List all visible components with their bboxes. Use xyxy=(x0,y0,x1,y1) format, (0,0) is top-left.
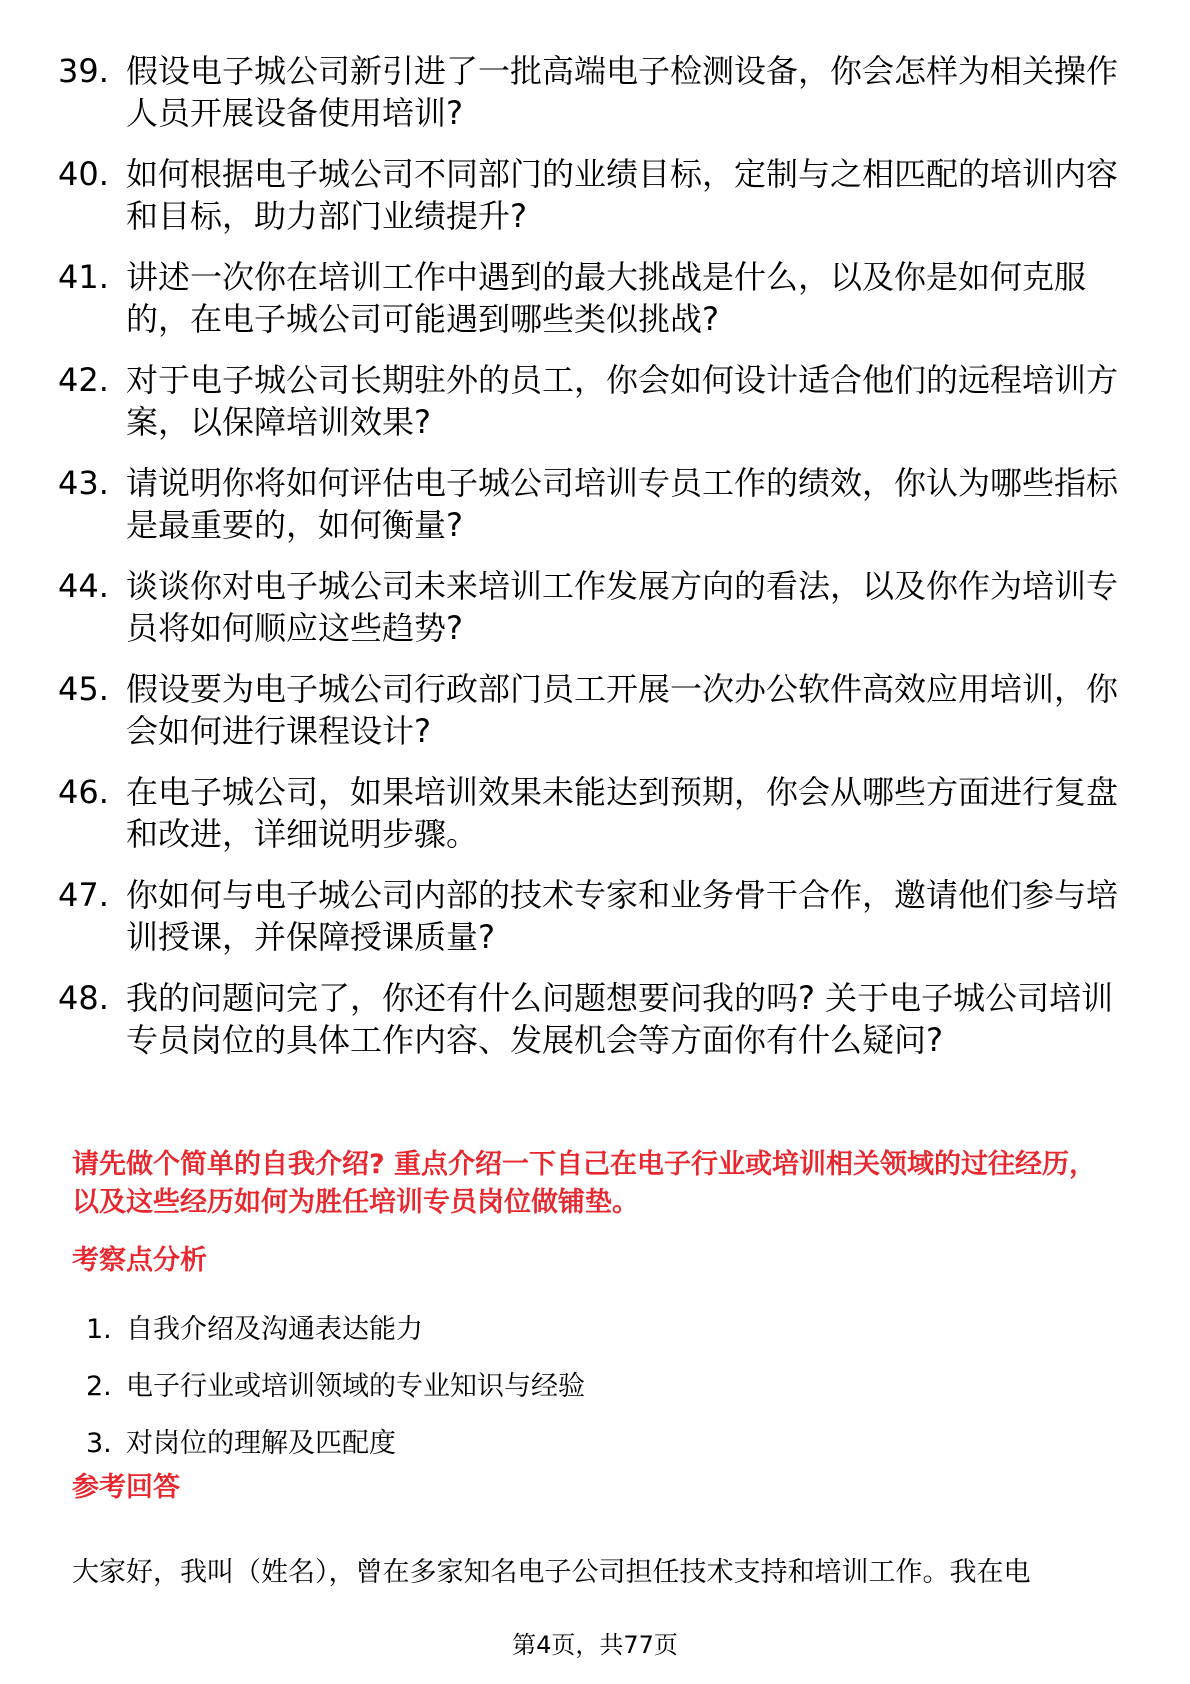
question-number: 40. xyxy=(58,155,109,193)
analysis-points xyxy=(86,1312,986,1483)
question-number: 41. xyxy=(58,258,109,296)
question-item xyxy=(58,153,1118,237)
point-number: 2. xyxy=(86,1371,112,1402)
page-number: 第4页，共77页 xyxy=(512,1631,678,1659)
point-number: 1. xyxy=(86,1314,112,1345)
analysis-point xyxy=(86,1426,986,1462)
reference-answer: 大家好，我叫（姓名），曾在多家知名电子公司担任技术支持和培训工作。我在电 xyxy=(72,1557,1031,1588)
analysis-title: 考察点分析 xyxy=(72,1245,207,1276)
question-text: 对于电子城公司长期驻外的员工，你会如何设计适合他们的远程培训方案，以保障培训效果? xyxy=(126,361,1119,441)
question-item xyxy=(58,50,1118,134)
question-number: 39. xyxy=(58,52,109,90)
question-item xyxy=(58,565,1118,649)
question-number: 44. xyxy=(58,567,109,605)
question-text: 请说明你将如何评估电子城公司培训专员工作的绩效，你认为哪些指标是最重要的，如何衡量? xyxy=(126,464,1119,544)
question-item xyxy=(58,771,1118,855)
question-text: 我的问题问完了，你还有什么问题想要问我的吗? 关于电子城公司培训专员岗位的具体工作内容、发展机会等方面你有什么疑问? xyxy=(126,979,1114,1059)
question-item xyxy=(58,668,1118,752)
point-text: 自我介绍及沟通表达能力 xyxy=(126,1314,423,1345)
question-number: 46. xyxy=(58,773,109,811)
analysis-point xyxy=(86,1312,986,1348)
question-item xyxy=(58,977,1118,1103)
analysis-point xyxy=(86,1369,986,1405)
question-item xyxy=(58,874,1118,958)
point-number: 3. xyxy=(86,1428,112,1459)
question-text: 你如何与电子城公司内部的技术专家和业务骨干合作，邀请他们参与培训授课，并保障授课质量? xyxy=(126,876,1119,956)
question-list xyxy=(58,50,1118,1122)
question-item xyxy=(58,359,1118,443)
question-number: 42. xyxy=(58,361,109,399)
point-text: 电子行业或培训领域的专业知识与经验 xyxy=(126,1371,585,1402)
question-item xyxy=(58,462,1118,546)
question-text: 假设要为电子城公司行政部门员工开展一次办公软件高效应用培训，你会如何进行课程设计? xyxy=(126,670,1119,750)
highlight-question: 请先做个简单的自我介绍? 重点介绍一下自己在电子行业或培训相关领域的过往经历，以及这些经历如何为胜任培训专员岗位做铺垫。 xyxy=(72,1149,1097,1218)
question-number: 43. xyxy=(58,464,109,502)
question-number: 47. xyxy=(58,876,109,914)
question-number: 48. xyxy=(58,979,109,1017)
question-text: 谈谈你对电子城公司未来培训工作发展方向的看法，以及你作为培训专员将如何顺应这些趋势? xyxy=(126,567,1119,647)
point-text: 对岗位的理解及匹配度 xyxy=(126,1428,396,1459)
question-item xyxy=(58,256,1118,340)
question-text: 如何根据电子城公司不同部门的业绩目标，定制与之相匹配的培训内容和目标，助力部门业绩提升? xyxy=(126,155,1119,235)
reference-title: 参考回答 xyxy=(72,1472,180,1503)
question-text: 假设电子城公司新引进了一批高端电子检测设备，你会怎样为相关操作人员开展设备使用培训? xyxy=(126,52,1119,132)
question-text: 讲述一次你在培训工作中遇到的最大挑战是什么，以及你是如何克服的，在电子城公司可能遇到哪些类似挑战? xyxy=(126,258,1087,338)
question-number: 45. xyxy=(58,670,109,708)
question-text: 在电子城公司，如果培训效果未能达到预期，你会从哪些方面进行复盘和改进，详细说明步骤。 xyxy=(126,773,1119,853)
